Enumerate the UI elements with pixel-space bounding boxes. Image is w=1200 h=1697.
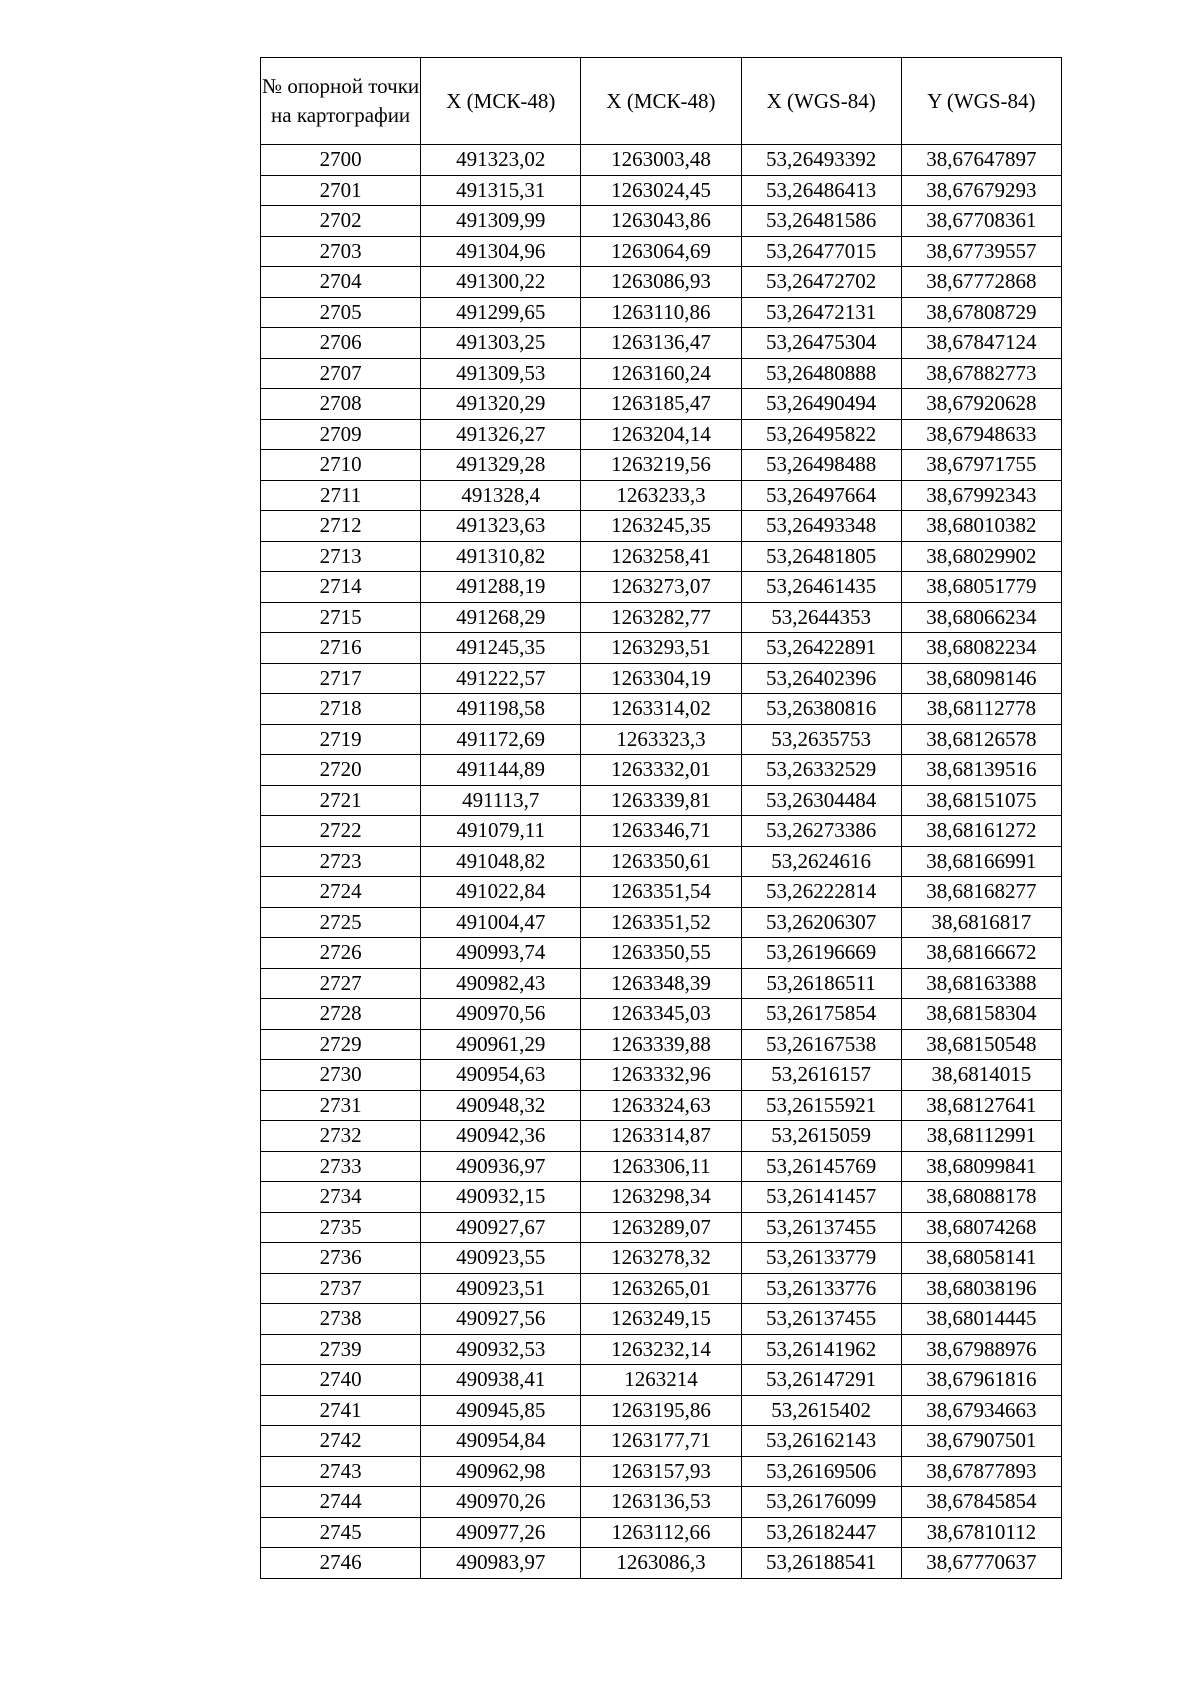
- table-row: [261, 1273, 1062, 1304]
- table-row: [261, 1243, 1062, 1274]
- point-number-cell: 2738: [261, 1304, 421, 1335]
- x-msk48-cell: 490923,55: [421, 1243, 581, 1274]
- y-wgs84-cell: 38,68161272: [901, 816, 1061, 847]
- x-msk48-cell: 490970,26: [421, 1487, 581, 1518]
- y-wgs84-cell: 38,67679293: [901, 175, 1061, 206]
- point-number-cell: 2735: [261, 1212, 421, 1243]
- point-number-cell: 2744: [261, 1487, 421, 1518]
- x-wgs84-cell: 53,26137455: [741, 1212, 901, 1243]
- table-row: [261, 785, 1062, 816]
- x-msk48-second-cell: 1263185,47: [581, 389, 741, 420]
- table-row: [261, 206, 1062, 237]
- x-wgs84-cell: 53,26332529: [741, 755, 901, 786]
- x-msk48-second-cell: 1263273,07: [581, 572, 741, 603]
- x-msk48-cell: 490962,98: [421, 1456, 581, 1487]
- x-msk48-second-cell: 1263314,87: [581, 1121, 741, 1152]
- point-number-cell: 2725: [261, 907, 421, 938]
- x-wgs84-cell: 53,26498488: [741, 450, 901, 481]
- y-wgs84-cell: 38,67847124: [901, 328, 1061, 359]
- x-msk48-cell: 491268,29: [421, 602, 581, 633]
- point-number-cell: 2702: [261, 206, 421, 237]
- point-number-cell: 2734: [261, 1182, 421, 1213]
- x-wgs84-cell: 53,26461435: [741, 572, 901, 603]
- x-msk48-cell: 491288,19: [421, 572, 581, 603]
- x-msk48-second-cell: 1263282,77: [581, 602, 741, 633]
- y-wgs84-cell: 38,68098146: [901, 663, 1061, 694]
- x-msk48-second-cell: 1263024,45: [581, 175, 741, 206]
- table-row: [261, 267, 1062, 298]
- point-number-cell: 2714: [261, 572, 421, 603]
- column-header-y-wgs84: Y (WGS-84): [901, 58, 1061, 145]
- table-row: [261, 358, 1062, 389]
- x-msk48-cell: 491320,29: [421, 389, 581, 420]
- x-msk48-cell: 490927,67: [421, 1212, 581, 1243]
- point-number-cell: 2740: [261, 1365, 421, 1396]
- x-msk48-cell: 491113,7: [421, 785, 581, 816]
- x-msk48-second-cell: 1263350,55: [581, 938, 741, 969]
- x-msk48-second-cell: 1263345,03: [581, 999, 741, 1030]
- point-number-cell: 2737: [261, 1273, 421, 1304]
- point-number-cell: 2709: [261, 419, 421, 450]
- table-row: [261, 846, 1062, 877]
- table-row: [261, 1304, 1062, 1335]
- point-number-cell: 2726: [261, 938, 421, 969]
- x-msk48-cell: 490936,97: [421, 1151, 581, 1182]
- x-msk48-cell: 491048,82: [421, 846, 581, 877]
- point-number-cell: 2712: [261, 511, 421, 542]
- point-number-cell: 2724: [261, 877, 421, 908]
- point-number-cell: 2745: [261, 1517, 421, 1548]
- x-msk48-cell: 491323,63: [421, 511, 581, 542]
- point-number-cell: 2728: [261, 999, 421, 1030]
- table-header: [261, 58, 1062, 145]
- point-number-cell: 2704: [261, 267, 421, 298]
- table-row: [261, 999, 1062, 1030]
- table-row: [261, 1060, 1062, 1091]
- y-wgs84-cell: 38,6816817: [901, 907, 1061, 938]
- x-msk48-cell: 491222,57: [421, 663, 581, 694]
- x-wgs84-cell: 53,26155921: [741, 1090, 901, 1121]
- point-number-cell: 2705: [261, 297, 421, 328]
- y-wgs84-cell: 38,68082234: [901, 633, 1061, 664]
- x-wgs84-cell: 53,26490494: [741, 389, 901, 420]
- x-msk48-cell: 490983,97: [421, 1548, 581, 1579]
- x-wgs84-cell: 53,26186511: [741, 968, 901, 999]
- column-header-x-wgs84: X (WGS-84): [741, 58, 901, 145]
- x-msk48-cell: 491329,28: [421, 450, 581, 481]
- x-msk48-cell: 491328,4: [421, 480, 581, 511]
- x-wgs84-cell: 53,26133776: [741, 1273, 901, 1304]
- x-msk48-cell: 490927,56: [421, 1304, 581, 1335]
- y-wgs84-cell: 38,68088178: [901, 1182, 1061, 1213]
- table-body: [261, 145, 1062, 1579]
- x-msk48-second-cell: 1263289,07: [581, 1212, 741, 1243]
- y-wgs84-cell: 38,67708361: [901, 206, 1061, 237]
- table-row: [261, 389, 1062, 420]
- y-wgs84-cell: 38,68010382: [901, 511, 1061, 542]
- x-msk48-second-cell: 1263346,71: [581, 816, 741, 847]
- point-number-cell: 2739: [261, 1334, 421, 1365]
- x-wgs84-cell: 53,26188541: [741, 1548, 901, 1579]
- x-msk48-second-cell: 1263339,81: [581, 785, 741, 816]
- point-number-cell: 2708: [261, 389, 421, 420]
- x-msk48-cell: 490982,43: [421, 968, 581, 999]
- x-wgs84-cell: 53,26169506: [741, 1456, 901, 1487]
- table-row: [261, 968, 1062, 999]
- y-wgs84-cell: 38,67920628: [901, 389, 1061, 420]
- table-row: [261, 724, 1062, 755]
- y-wgs84-cell: 38,67961816: [901, 1365, 1061, 1396]
- x-msk48-cell: 491326,27: [421, 419, 581, 450]
- x-msk48-cell: 490932,53: [421, 1334, 581, 1365]
- x-msk48-second-cell: 1263304,19: [581, 663, 741, 694]
- x-msk48-second-cell: 1263351,52: [581, 907, 741, 938]
- x-msk48-second-cell: 1263160,24: [581, 358, 741, 389]
- point-number-cell: 2730: [261, 1060, 421, 1091]
- point-number-cell: 2742: [261, 1426, 421, 1457]
- x-wgs84-cell: 53,26380816: [741, 694, 901, 725]
- y-wgs84-cell: 38,68158304: [901, 999, 1061, 1030]
- x-wgs84-cell: 53,26495822: [741, 419, 901, 450]
- x-msk48-cell: 490970,56: [421, 999, 581, 1030]
- table-row: [261, 877, 1062, 908]
- header-row: [261, 58, 1062, 145]
- x-wgs84-cell: 53,26480888: [741, 358, 901, 389]
- table-row: [261, 1151, 1062, 1182]
- x-msk48-second-cell: 1263086,93: [581, 267, 741, 298]
- point-number-cell: 2733: [261, 1151, 421, 1182]
- x-msk48-second-cell: 1263351,54: [581, 877, 741, 908]
- point-number-cell: 2701: [261, 175, 421, 206]
- x-msk48-second-cell: 1263298,34: [581, 1182, 741, 1213]
- y-wgs84-cell: 38,68058141: [901, 1243, 1061, 1274]
- table-row: [261, 938, 1062, 969]
- x-msk48-cell: 490977,26: [421, 1517, 581, 1548]
- y-wgs84-cell: 38,67877893: [901, 1456, 1061, 1487]
- x-wgs84-cell: 53,2624616: [741, 846, 901, 877]
- y-wgs84-cell: 38,67948633: [901, 419, 1061, 450]
- point-number-cell: 2716: [261, 633, 421, 664]
- y-wgs84-cell: 38,68166991: [901, 846, 1061, 877]
- x-msk48-second-cell: 1263265,01: [581, 1273, 741, 1304]
- x-msk48-cell: 491299,65: [421, 297, 581, 328]
- x-wgs84-cell: 53,26472131: [741, 297, 901, 328]
- x-msk48-cell: 491004,47: [421, 907, 581, 938]
- point-number-cell: 2715: [261, 602, 421, 633]
- x-msk48-cell: 490948,32: [421, 1090, 581, 1121]
- table-row: [261, 1334, 1062, 1365]
- x-msk48-second-cell: 1263195,86: [581, 1395, 741, 1426]
- point-number-cell: 2706: [261, 328, 421, 359]
- column-header-x-msk48-second: X (МСК-48): [581, 58, 741, 145]
- x-wgs84-cell: 53,26182447: [741, 1517, 901, 1548]
- point-number-cell: 2732: [261, 1121, 421, 1152]
- x-msk48-cell: 491303,25: [421, 328, 581, 359]
- table-row: [261, 755, 1062, 786]
- point-number-cell: 2711: [261, 480, 421, 511]
- x-msk48-second-cell: 1263214: [581, 1365, 741, 1396]
- table-row: [261, 1182, 1062, 1213]
- point-number-cell: 2743: [261, 1456, 421, 1487]
- y-wgs84-cell: 38,68112778: [901, 694, 1061, 725]
- x-msk48-cell: 490961,29: [421, 1029, 581, 1060]
- x-msk48-cell: 491245,35: [421, 633, 581, 664]
- x-msk48-second-cell: 1263136,53: [581, 1487, 741, 1518]
- x-wgs84-cell: 53,26162143: [741, 1426, 901, 1457]
- x-wgs84-cell: 53,2615402: [741, 1395, 901, 1426]
- y-wgs84-cell: 38,68127641: [901, 1090, 1061, 1121]
- point-number-cell: 2727: [261, 968, 421, 999]
- x-msk48-second-cell: 1263204,14: [581, 419, 741, 450]
- x-msk48-second-cell: 1263177,71: [581, 1426, 741, 1457]
- y-wgs84-cell: 38,68112991: [901, 1121, 1061, 1152]
- x-wgs84-cell: 53,26273386: [741, 816, 901, 847]
- x-msk48-second-cell: 1263003,48: [581, 145, 741, 176]
- table-row: [261, 633, 1062, 664]
- x-msk48-second-cell: 1263232,14: [581, 1334, 741, 1365]
- table-row: [261, 1487, 1062, 1518]
- x-wgs84-cell: 53,26176099: [741, 1487, 901, 1518]
- x-msk48-second-cell: 1263323,3: [581, 724, 741, 755]
- x-msk48-cell: 491323,02: [421, 145, 581, 176]
- coordinates-table: [260, 57, 1062, 1579]
- x-wgs84-cell: 53,26493348: [741, 511, 901, 542]
- y-wgs84-cell: 38,68126578: [901, 724, 1061, 755]
- point-number-cell: 2718: [261, 694, 421, 725]
- table-row: [261, 236, 1062, 267]
- x-wgs84-cell: 53,26133779: [741, 1243, 901, 1274]
- y-wgs84-cell: 38,67739557: [901, 236, 1061, 267]
- y-wgs84-cell: 38,68151075: [901, 785, 1061, 816]
- y-wgs84-cell: 38,68099841: [901, 1151, 1061, 1182]
- x-wgs84-cell: 53,26141962: [741, 1334, 901, 1365]
- x-msk48-cell: 490923,51: [421, 1273, 581, 1304]
- x-msk48-second-cell: 1263350,61: [581, 846, 741, 877]
- x-wgs84-cell: 53,26497664: [741, 480, 901, 511]
- y-wgs84-cell: 38,67808729: [901, 297, 1061, 328]
- x-msk48-cell: 491198,58: [421, 694, 581, 725]
- table-row: [261, 1517, 1062, 1548]
- table-row: [261, 572, 1062, 603]
- column-header-x-msk48: X (МСК-48): [421, 58, 581, 145]
- y-wgs84-cell: 38,68163388: [901, 968, 1061, 999]
- point-number-cell: 2717: [261, 663, 421, 694]
- table-row: [261, 145, 1062, 176]
- table-row: [261, 175, 1062, 206]
- x-msk48-second-cell: 1263136,47: [581, 328, 741, 359]
- x-msk48-cell: 491310,82: [421, 541, 581, 572]
- x-msk48-second-cell: 1263245,35: [581, 511, 741, 542]
- x-msk48-second-cell: 1263348,39: [581, 968, 741, 999]
- y-wgs84-cell: 38,67907501: [901, 1426, 1061, 1457]
- y-wgs84-cell: 38,6814015: [901, 1060, 1061, 1091]
- x-wgs84-cell: 53,26477015: [741, 236, 901, 267]
- point-number-cell: 2713: [261, 541, 421, 572]
- x-wgs84-cell: 53,26481586: [741, 206, 901, 237]
- table-row: [261, 663, 1062, 694]
- point-number-cell: 2731: [261, 1090, 421, 1121]
- x-msk48-cell: 490954,84: [421, 1426, 581, 1457]
- x-msk48-second-cell: 1263324,63: [581, 1090, 741, 1121]
- y-wgs84-cell: 38,68029902: [901, 541, 1061, 572]
- point-number-cell: 2722: [261, 816, 421, 847]
- x-msk48-second-cell: 1263157,93: [581, 1456, 741, 1487]
- x-msk48-cell: 490942,36: [421, 1121, 581, 1152]
- y-wgs84-cell: 38,68014445: [901, 1304, 1061, 1335]
- y-wgs84-cell: 38,67882773: [901, 358, 1061, 389]
- x-wgs84-cell: 53,26175854: [741, 999, 901, 1030]
- point-number-cell: 2721: [261, 785, 421, 816]
- table-row: [261, 816, 1062, 847]
- table-row: [261, 1029, 1062, 1060]
- x-msk48-second-cell: 1263219,56: [581, 450, 741, 481]
- x-msk48-second-cell: 1263043,86: [581, 206, 741, 237]
- table-row: [261, 419, 1062, 450]
- table-row: [261, 1090, 1062, 1121]
- y-wgs84-cell: 38,67988976: [901, 1334, 1061, 1365]
- x-msk48-cell: 490993,74: [421, 938, 581, 969]
- y-wgs84-cell: 38,67810112: [901, 1517, 1061, 1548]
- x-msk48-second-cell: 1263110,86: [581, 297, 741, 328]
- point-number-cell: 2729: [261, 1029, 421, 1060]
- x-wgs84-cell: 53,26141457: [741, 1182, 901, 1213]
- table-row: [261, 1548, 1062, 1579]
- table-row: [261, 1212, 1062, 1243]
- x-msk48-cell: 491309,53: [421, 358, 581, 389]
- x-msk48-second-cell: 1263339,88: [581, 1029, 741, 1060]
- y-wgs84-cell: 38,67992343: [901, 480, 1061, 511]
- x-wgs84-cell: 53,26196669: [741, 938, 901, 969]
- point-number-cell: 2703: [261, 236, 421, 267]
- x-wgs84-cell: 53,2615059: [741, 1121, 901, 1152]
- x-msk48-cell: 491144,89: [421, 755, 581, 786]
- y-wgs84-cell: 38,67845854: [901, 1487, 1061, 1518]
- x-wgs84-cell: 53,26147291: [741, 1365, 901, 1396]
- x-msk48-second-cell: 1263249,15: [581, 1304, 741, 1335]
- x-msk48-cell: 490945,85: [421, 1395, 581, 1426]
- table-row: [261, 511, 1062, 542]
- point-number-cell: 2719: [261, 724, 421, 755]
- table-row: [261, 1395, 1062, 1426]
- x-msk48-second-cell: 1263233,3: [581, 480, 741, 511]
- x-wgs84-cell: 53,26475304: [741, 328, 901, 359]
- x-wgs84-cell: 53,26402396: [741, 663, 901, 694]
- x-msk48-cell: 491309,99: [421, 206, 581, 237]
- x-msk48-second-cell: 1263332,01: [581, 755, 741, 786]
- point-number-cell: 2741: [261, 1395, 421, 1426]
- x-wgs84-cell: 53,26137455: [741, 1304, 901, 1335]
- x-wgs84-cell: 53,26222814: [741, 877, 901, 908]
- point-number-cell: 2736: [261, 1243, 421, 1274]
- y-wgs84-cell: 38,68168277: [901, 877, 1061, 908]
- x-wgs84-cell: 53,26304484: [741, 785, 901, 816]
- table-row: [261, 450, 1062, 481]
- column-header-point-number: № опорной точки на картографии: [261, 58, 421, 145]
- x-msk48-cell: 491315,31: [421, 175, 581, 206]
- x-wgs84-cell: 53,26422891: [741, 633, 901, 664]
- table-row: [261, 480, 1062, 511]
- y-wgs84-cell: 38,67770637: [901, 1548, 1061, 1579]
- table-row: [261, 541, 1062, 572]
- y-wgs84-cell: 38,67971755: [901, 450, 1061, 481]
- x-msk48-second-cell: 1263332,96: [581, 1060, 741, 1091]
- y-wgs84-cell: 38,68166672: [901, 938, 1061, 969]
- x-wgs84-cell: 53,2635753: [741, 724, 901, 755]
- y-wgs84-cell: 38,68066234: [901, 602, 1061, 633]
- y-wgs84-cell: 38,68074268: [901, 1212, 1061, 1243]
- x-wgs84-cell: 53,26486413: [741, 175, 901, 206]
- point-number-cell: 2700: [261, 145, 421, 176]
- table-row: [261, 907, 1062, 938]
- x-wgs84-cell: 53,2616157: [741, 1060, 901, 1091]
- x-wgs84-cell: 53,26481805: [741, 541, 901, 572]
- table-row: [261, 1456, 1062, 1487]
- x-wgs84-cell: 53,26206307: [741, 907, 901, 938]
- y-wgs84-cell: 38,68051779: [901, 572, 1061, 603]
- x-msk48-cell: 490954,63: [421, 1060, 581, 1091]
- x-msk48-cell: 491300,22: [421, 267, 581, 298]
- y-wgs84-cell: 38,68038196: [901, 1273, 1061, 1304]
- x-msk48-second-cell: 1263086,3: [581, 1548, 741, 1579]
- point-number-cell: 2723: [261, 846, 421, 877]
- table-row: [261, 328, 1062, 359]
- point-number-cell: 2710: [261, 450, 421, 481]
- table-row: [261, 694, 1062, 725]
- x-msk48-cell: 491304,96: [421, 236, 581, 267]
- x-msk48-second-cell: 1263306,11: [581, 1151, 741, 1182]
- x-msk48-cell: 490932,15: [421, 1182, 581, 1213]
- x-msk48-second-cell: 1263278,32: [581, 1243, 741, 1274]
- point-number-cell: 2707: [261, 358, 421, 389]
- point-number-cell: 2746: [261, 1548, 421, 1579]
- table-row: [261, 297, 1062, 328]
- table-row: [261, 602, 1062, 633]
- point-number-cell: 2720: [261, 755, 421, 786]
- x-msk48-second-cell: 1263064,69: [581, 236, 741, 267]
- y-wgs84-cell: 38,68139516: [901, 755, 1061, 786]
- x-wgs84-cell: 53,26493392: [741, 145, 901, 176]
- x-msk48-cell: 491022,84: [421, 877, 581, 908]
- x-wgs84-cell: 53,26472702: [741, 267, 901, 298]
- x-wgs84-cell: 53,2644353: [741, 602, 901, 633]
- x-wgs84-cell: 53,26167538: [741, 1029, 901, 1060]
- y-wgs84-cell: 38,67647897: [901, 145, 1061, 176]
- table-row: [261, 1426, 1062, 1457]
- y-wgs84-cell: 38,67772868: [901, 267, 1061, 298]
- y-wgs84-cell: 38,67934663: [901, 1395, 1061, 1426]
- x-msk48-cell: 491172,69: [421, 724, 581, 755]
- x-msk48-cell: 491079,11: [421, 816, 581, 847]
- x-msk48-second-cell: 1263293,51: [581, 633, 741, 664]
- x-msk48-cell: 490938,41: [421, 1365, 581, 1396]
- x-msk48-second-cell: 1263258,41: [581, 541, 741, 572]
- table-row: [261, 1121, 1062, 1152]
- table-row: [261, 1365, 1062, 1396]
- x-wgs84-cell: 53,26145769: [741, 1151, 901, 1182]
- x-msk48-second-cell: 1263314,02: [581, 694, 741, 725]
- x-msk48-second-cell: 1263112,66: [581, 1517, 741, 1548]
- y-wgs84-cell: 38,68150548: [901, 1029, 1061, 1060]
